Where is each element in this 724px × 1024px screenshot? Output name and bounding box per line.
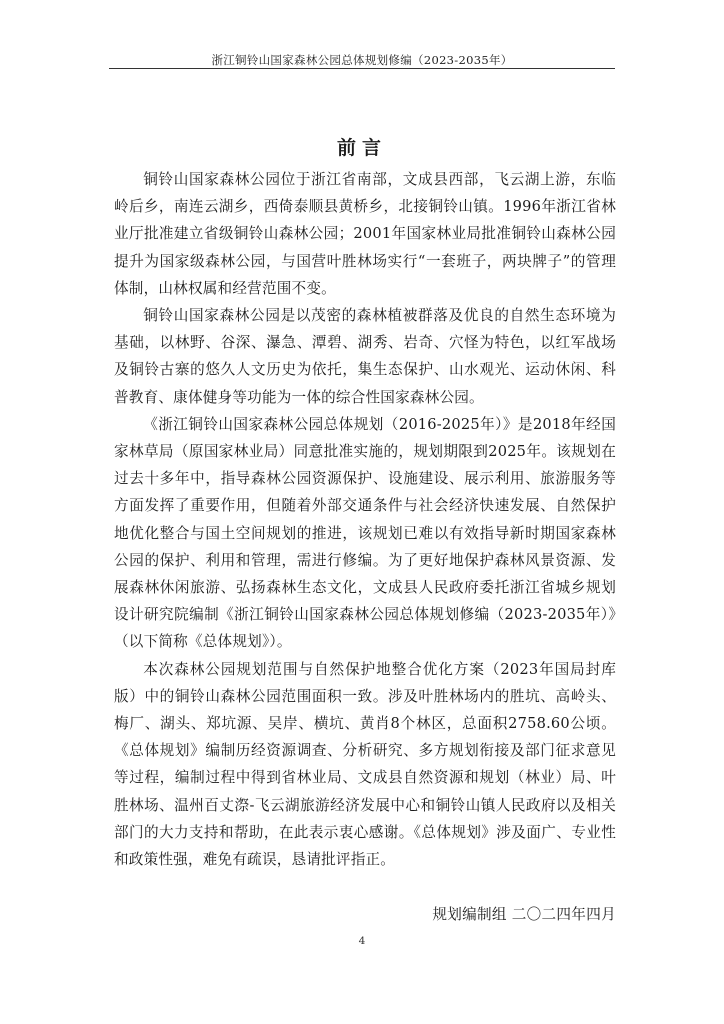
header-divider <box>109 68 615 69</box>
page-title: 前言 <box>336 137 387 159</box>
paragraph-plan-history: 《浙江铜铃山国家森林公园总体规划（2016-2025年）》是2018年经国家林草局（原国家林业局）同意批准实施的，规划期限到2025年。该规划在过去十多年中，指导森林公园资源保护、设施建设、展示利用、旅游服务等方面发挥了重要作用，但随着外部交通条件与社会经济快速发展、自然保护地优化整合与国土空间规划的推进，该规划已难以有效指导新时期国家森林公园的保护、利用和管理，需进行修编。为了更好地保护森林风景资源、发展森林休闲旅游、弘扬森林生态文化，文成县人民政府委托浙江省城乡规划设计研究院编制《浙江铜铃山国家森林公园总体规划修编（2023-2035年）》（以下简称《总体规划》）。 <box>114 415 616 651</box>
paragraph-location: 铜铃山国家森林公园位于浙江省南部，文成县西部，飞云湖上游，东临岭后乡，南连云湖乡，西倚泰顺县黄桥乡，北接铜铃山镇。1996年浙江省林业厅批准建立省级铜铃山森林公园；2001年国家林业局批准铜铃山森林公园提升为国家级森林公园，与国营叶胜林场实行“一套班子，两块牌子”的管理体制，山林权属和经营范围不变。 <box>114 171 616 297</box>
signature-line: 规划编制组 二〇二四年四月 <box>432 906 616 923</box>
running-header: 浙江铜铃山国家森林公园总体规划修编（2023-2035年） <box>211 53 513 67</box>
body-text <box>114 166 616 873</box>
page-number: 4 <box>358 935 366 947</box>
paragraph-features: 铜铃山国家森林公园是以茂密的森林植被群落及优良的自然生态环境为基础，以林野、谷深、瀑急、潭碧、湖秀、岩奇、穴怪为特色，以红军战场及铜铃古寨的悠久人文历史为依托，集生态保护、山水观光、运动休闲、科普教育、康体健身等功能为一体的综合性国家森林公园。 <box>114 307 616 406</box>
paragraph-scope-acknowledgement: 本次森林公园规划范围与自然保护地整合优化方案（2023年国局封库版）中的铜铃山森林公园范围面积一致。涉及叶胜林场内的胜坑、高岭头、梅厂、湖头、郑坑源、吴岸、横坑、黄肖8个林区，总面积2758.60公顷。《总体规划》编制历经资源调查、分析研究、多方规划衔接及部门征求意见等过程，编制过程中得到省林业局、文成县自然资源和规划（林业）局、叶胜林场、温州百丈漈-飞云湖旅游经济发展中心和铜铃山镇人民政府以及相关部门的大力支持和帮助，在此表示衷心感谢。《总体规划》涉及面广、专业性和政策性强，难免有疏误，恳请批评指正。 <box>114 660 616 869</box>
